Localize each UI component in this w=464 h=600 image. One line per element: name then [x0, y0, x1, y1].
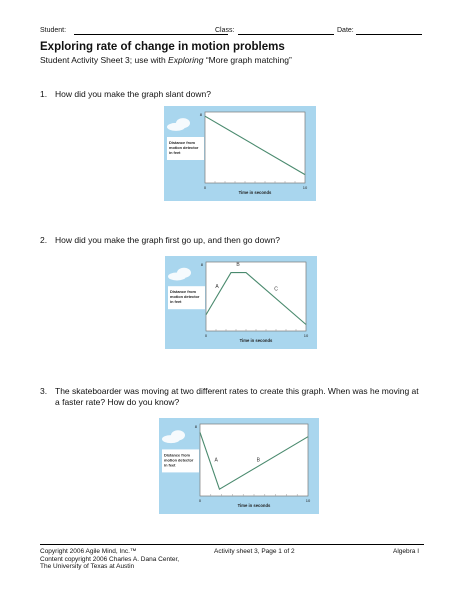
chart-3 [159, 418, 319, 514]
x-tick-label: 0 [198, 498, 202, 503]
question-text: How did you make the graph first go up, and then go down? [55, 235, 280, 245]
x-tick-label: 10 [305, 498, 311, 503]
student-name-line[interactable] [74, 34, 228, 35]
question-number: 2. [40, 235, 48, 245]
question-text: How did you make the graph slant down? [55, 89, 211, 99]
segment-label: A [214, 457, 218, 464]
segment-label: B [256, 457, 260, 464]
chart-2 [165, 256, 317, 349]
y-tick-label: 8 [199, 112, 202, 117]
x-tick-label: 10 [303, 333, 309, 338]
x-tick-label: 0 [204, 333, 208, 338]
footer-course: Algebra I [393, 548, 420, 555]
x-axis-label: Time in seconds [238, 190, 272, 195]
question-text: The skateboarder was moving at two different rates to create this graph. When was he moving at a faster rate? How do you know? [55, 386, 419, 407]
footer-line: Copyright 2006 Agile Mind, Inc.™ [40, 548, 137, 555]
plot-area [206, 262, 306, 331]
date-line[interactable] [356, 34, 422, 35]
x-axis-label: Time in seconds [237, 503, 271, 508]
segment-label: B [236, 262, 240, 269]
cloud-part [177, 268, 191, 278]
x-axis-label: Time in seconds [239, 338, 273, 343]
y-axis-label: Distance from motion detector in feet [170, 289, 200, 305]
student-label: Student: [40, 27, 67, 34]
y-tick-label: 8 [200, 262, 203, 267]
subtitle-italic: Exploring [168, 55, 204, 65]
class-line[interactable] [238, 34, 334, 35]
page-title: Exploring rate of change in motion problems [40, 41, 285, 53]
question-number: 3. [40, 386, 48, 396]
segment-label: C [274, 286, 278, 293]
segment-label: A [215, 283, 219, 290]
cloud-part [176, 118, 190, 128]
date-label: Date: [337, 27, 354, 34]
chart-1 [164, 106, 316, 201]
y-axis-label: Distance from motion detector in feet [169, 140, 199, 155]
footer-page: Activity sheet 3, Page 1 of 2 [214, 548, 295, 555]
subtitle-prefix: Student Activity Sheet 3; use with [40, 55, 169, 65]
y-tick-label: 8 [194, 424, 197, 429]
footer-divider [40, 544, 424, 545]
x-tick-label: 0 [203, 185, 207, 190]
cloud-part [171, 430, 185, 440]
page-subtitle [40, 55, 292, 65]
subtitle-suffix: “More graph matching” [203, 55, 292, 65]
plot-area [205, 112, 305, 183]
x-tick-label: 10 [302, 185, 308, 190]
y-axis-label: Distance from motion detector in feet [164, 452, 194, 468]
class-label: Class: [215, 27, 235, 34]
footer-copyright [40, 548, 179, 571]
footer-line: The University of Texas at Austin [40, 563, 135, 570]
footer-line: Content copyright 2006 Charles A. Dana Center, [40, 555, 180, 563]
question-number: 1. [40, 89, 48, 99]
